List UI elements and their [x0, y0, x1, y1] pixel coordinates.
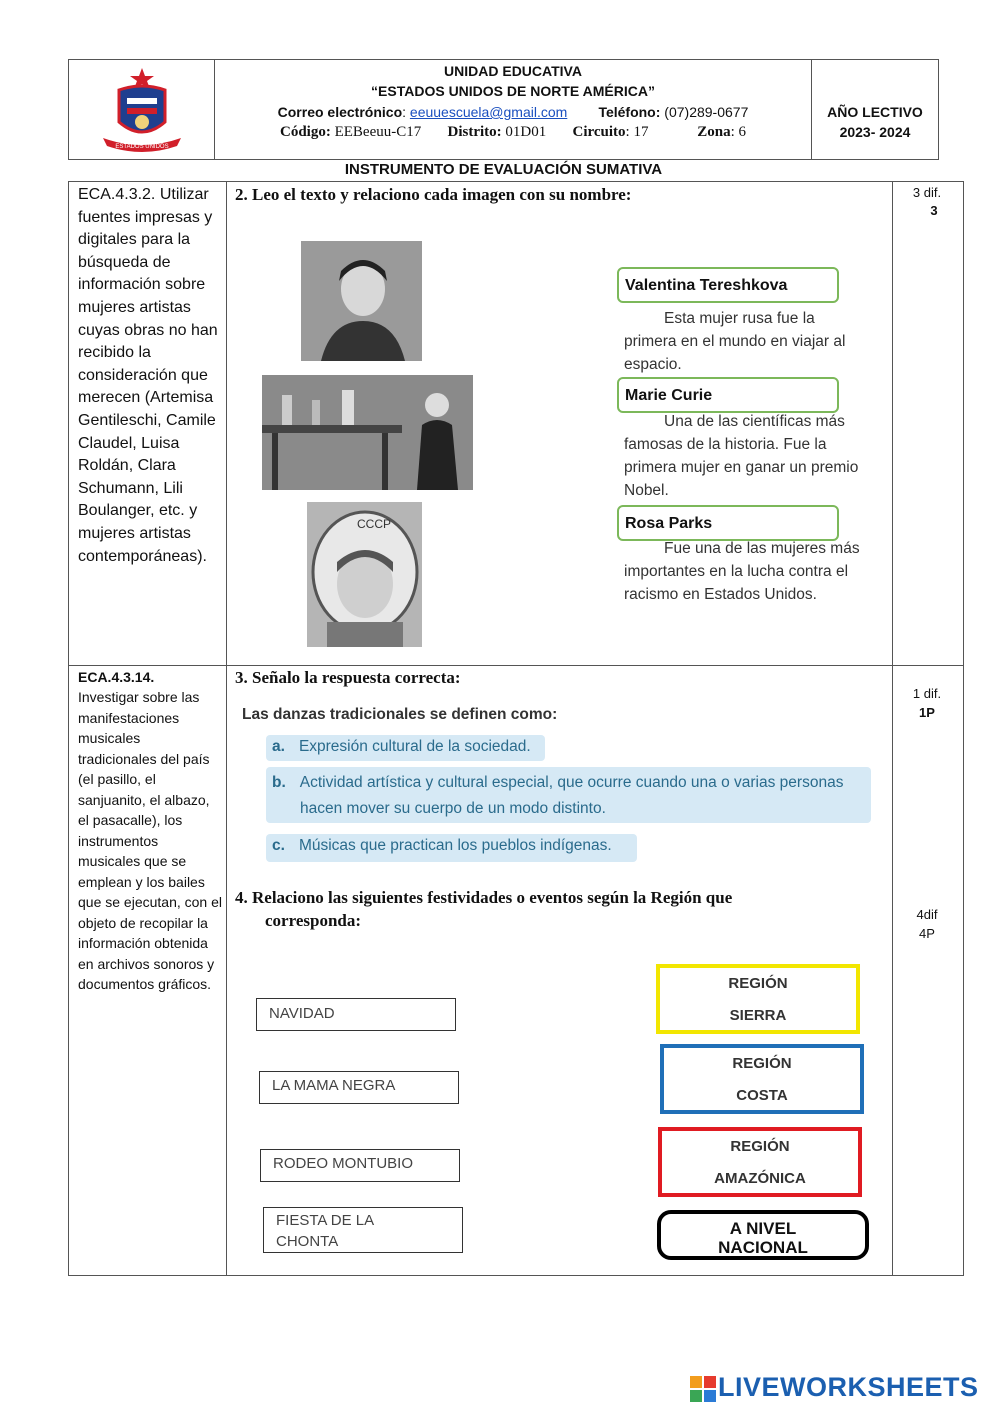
region-nacional[interactable] — [657, 1210, 869, 1260]
region-costa[interactable] — [660, 1044, 864, 1114]
year-label: AÑO LECTIVO — [827, 104, 923, 120]
option-a-letter: a. — [272, 738, 285, 755]
logo-caption: ESTADOS UNIDOS — [115, 144, 169, 150]
code-label: Código: — [279, 124, 331, 140]
region-nacional-l1: A NIVEL — [729, 1219, 797, 1238]
option-a-text: Expresión cultural de la sociedad. — [298, 738, 531, 755]
header-info — [215, 60, 812, 159]
question-3-prompt: Las danzas tradicionales se definen como: — [242, 706, 558, 723]
contact-line: Correo electrónico: eeuuescuela@gmail.com Teléfono: (07)289-0677 — [277, 104, 749, 120]
liveworksheets-logo — [690, 1374, 990, 1404]
option-b-text: Actividad artística y cultural especial, que ocurre cuando una o varias personas — [299, 774, 844, 791]
region-sierra-l2: SIERRA — [729, 1007, 787, 1024]
card-1-description: Esta mujer rusa fue la primera en el mundo en viajar al espacio. — [624, 310, 846, 373]
lab-scene-icon — [262, 375, 473, 490]
code-line — [215, 124, 811, 141]
objective-2: Investigar sobre las manifestaciones musicales tradicionales del país (el pasillo, el sanjuanito, el albazo, el pasacalle), los instrumentos musicales que se emplean y los bailes que se ejecutan, con el objeto de recopilar la información obtenida en archivos sonoros y documentos gráficos. — [78, 689, 222, 992]
score-label-3: 1 dif. — [912, 686, 942, 701]
school-header — [68, 59, 939, 160]
phone-value: (07)289-0677 — [664, 104, 749, 120]
liveworksheets-text: LIVEWORKSHEETS — [718, 1372, 979, 1402]
name-card-2[interactable]: Marie Curie — [617, 377, 839, 413]
event-mama-negra[interactable]: LA MAMA NEGRA — [259, 1071, 459, 1104]
objective-2-code: ECA.4.3.14. — [78, 669, 155, 685]
event-fiesta-line2: CHONTA — [276, 1233, 339, 1250]
card-3-description: Fue una de las mujeres más importantes en la lucha contra el racismo en Estados Unidos. — [624, 540, 860, 603]
question-2: 2. Leo el texto y relaciono cada imagen con su nombre: — [235, 185, 632, 204]
option-a[interactable] — [266, 735, 545, 761]
name-card-3[interactable]: Rosa Parks — [617, 505, 839, 541]
option-c-letter: c. — [272, 837, 285, 854]
photo-rosa-parks — [301, 241, 422, 361]
zone-label: Zona — [697, 124, 731, 140]
astronaut-helmet-icon — [307, 502, 422, 647]
code-value: EEBeeuu-C17 — [334, 124, 422, 140]
year-value: 2023- 2024 — [839, 124, 911, 140]
event-rodeo-montubio[interactable]: RODEO MONTUBIO — [260, 1149, 460, 1182]
objective-1: ECA.4.3.2. Utilizar fuentes impresas y digitales para la búsqueda de información sobre mujeres artistas cuyas obras no han recibido la consideración que merecen (Artemisa Gentileschi, Camile Claudel, Luisa Roldán, Clara Schumann, Lili Boulanger, etc. y mujeres artistas contemporáneas). — [78, 186, 218, 565]
photo-valentina-tereshkova — [307, 502, 422, 647]
phone-label: Teléfono: — [598, 104, 661, 120]
district-label: Distrito: — [447, 124, 502, 140]
helmet-text: CCCP — [357, 517, 392, 531]
school-year — [812, 60, 938, 159]
question-3: 3. Señalo la respuesta correcta: — [235, 668, 461, 687]
region-amazonica-l1: REGIÓN — [730, 1138, 790, 1155]
card-2-description: Una de las científicas más famosas de la historia. Fue la primera mujer en ganar un premio Nobel. — [624, 413, 859, 499]
option-c-text: Músicas que practican los pueblos indígenas. — [298, 837, 612, 854]
score-label-4: 4dif — [916, 907, 938, 922]
region-amazonica-l2: AMAZÓNICA — [714, 1170, 806, 1187]
email-link[interactable]: eeuuescuela@gmail.com — [409, 104, 568, 120]
school-crest-icon — [69, 60, 215, 159]
woman-portrait-icon — [301, 241, 422, 361]
circuit-label: Circuito — [572, 124, 626, 140]
event-navidad[interactable]: NAVIDAD — [256, 998, 456, 1031]
email-label: Correo electrónico — [277, 104, 403, 120]
region-costa-l2: COSTA — [736, 1087, 788, 1104]
school-logo — [69, 60, 215, 159]
liveworksheets-icon — [690, 1376, 716, 1402]
event-fiesta-line1: FIESTA DE LA — [276, 1212, 375, 1229]
page-title: INSTRUMENTO DE EVALUACIÓN SUMATIVA — [344, 161, 663, 178]
region-amazonica[interactable] — [658, 1127, 862, 1197]
score-value-4: 4P — [919, 926, 935, 941]
district-value: 01D01 — [505, 124, 547, 140]
region-costa-l1: REGIÓN — [732, 1055, 792, 1072]
name-card-1[interactable]: Valentina Tereshkova — [617, 267, 839, 303]
question-4-cont: corresponda: — [265, 911, 362, 930]
option-b-letter: b. — [272, 774, 286, 791]
circuit-value: : 17 — [625, 124, 649, 140]
score-value-3: 1P — [919, 705, 935, 720]
region-nacional-l2: NACIONAL — [718, 1238, 808, 1257]
photo-marie-curie — [262, 375, 473, 490]
score-label-1: 3 dif. — [912, 185, 942, 200]
question-4: 4. Relaciono las siguientes festividades o eventos según la Región que — [235, 888, 733, 907]
option-b-text-2: hacen mover su cuerpo de un modo distinto. — [300, 800, 606, 817]
event-fiesta-chonta[interactable] — [263, 1207, 463, 1253]
school-line2: “ESTADOS UNIDOS DE NORTE AMÉRICA” — [371, 83, 655, 99]
school-line1: UNIDAD EDUCATIVA — [444, 63, 582, 79]
zone-value: : 6 — [730, 124, 746, 140]
option-b[interactable] — [266, 767, 871, 823]
option-c[interactable] — [266, 834, 637, 862]
region-sierra-l1: REGIÓN — [728, 975, 788, 992]
score-value-1: 3 — [930, 203, 938, 218]
region-sierra[interactable] — [656, 964, 860, 1034]
